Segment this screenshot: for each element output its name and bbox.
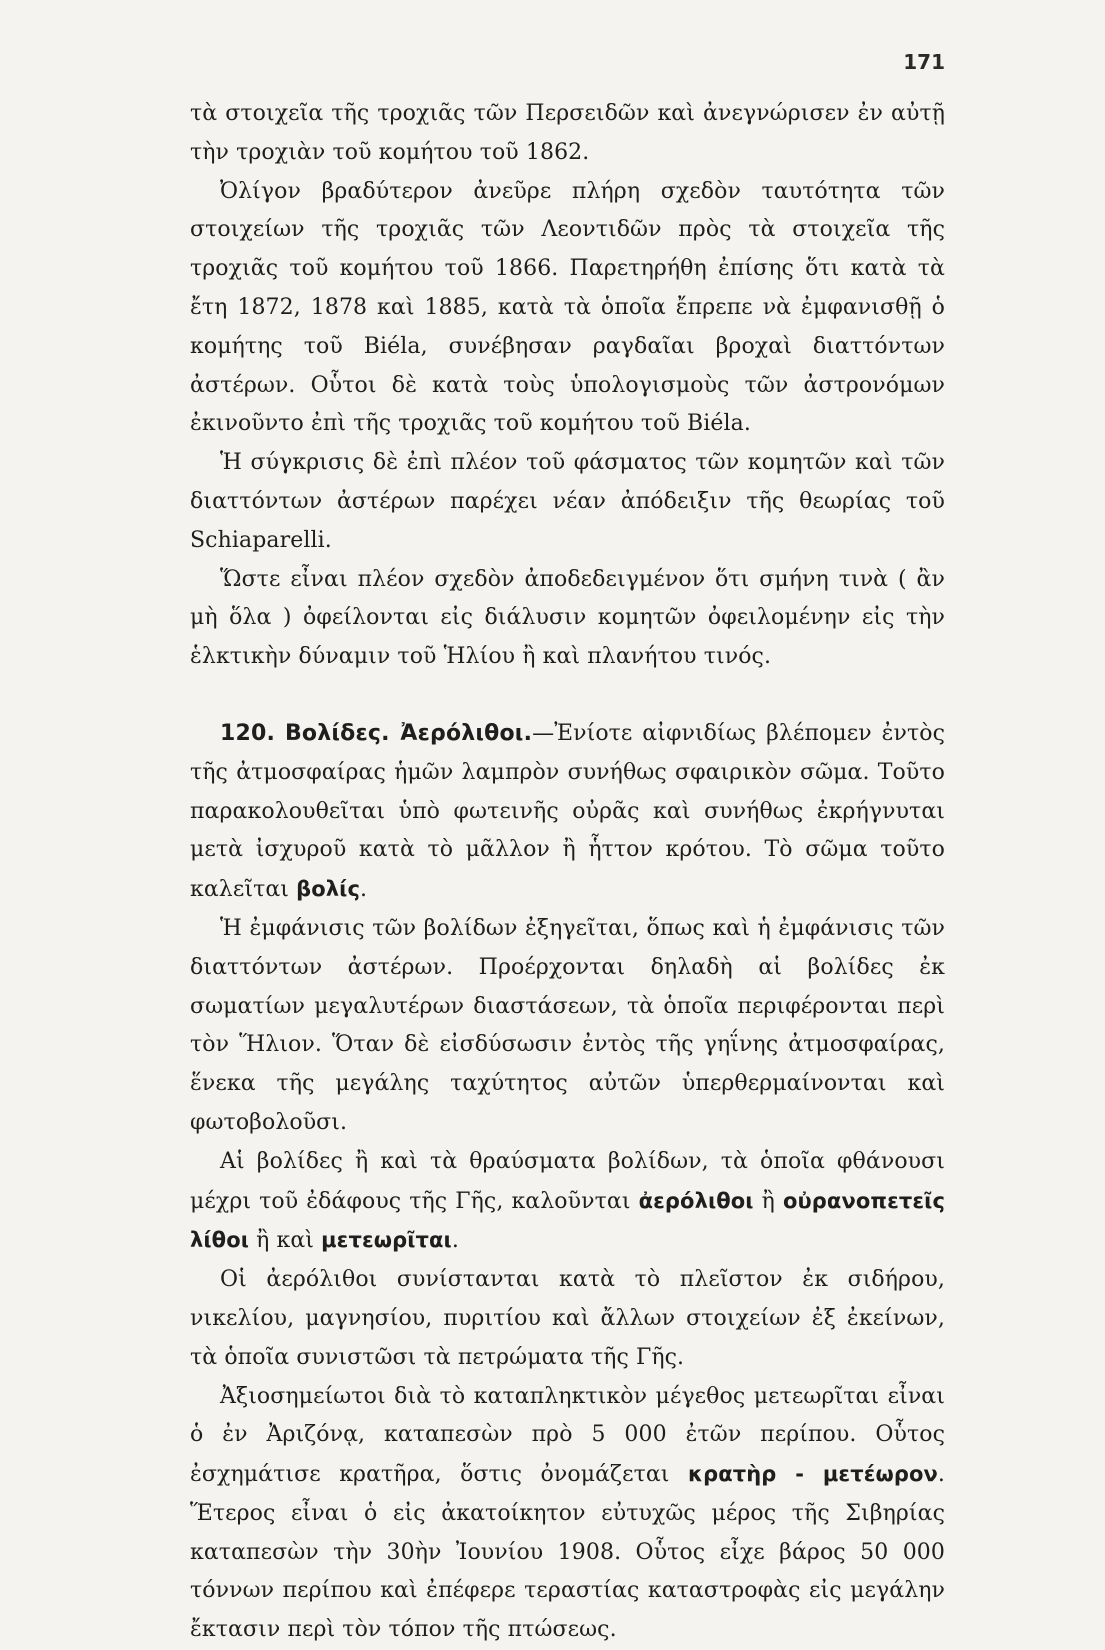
paragraph-bolides-explanation: Ἡ ἐμφάνισις τῶν βολίδων ἐξηγεῖται, ὅπως καὶ ἡ ἐμφάνισις τῶν διαττόντων ἀστέρων. Προέρχονται δηλαδὴ αἱ βολίδες ἐκ σωματίων μεγαλυτέρων διαστάσεων, τὰ ὁποῖα περιφέρονται περὶ τὸν Ἥλιον. Ὅταν δὲ εἰσδύσωσιν ἐντὸς τῆς γηΐνης ἀτμοσφαίρας, ἕνεκα τῆς μεγάλης ταχύτητος αὐτῶν ὑπερθερμαίνονται καὶ φωτοβολοῦσι. <box>190 910 945 1143</box>
aerolites-or-1: ἢ <box>762 1189 775 1214</box>
section-number: 120. <box>220 721 275 746</box>
section-intro-end: . <box>360 877 367 902</box>
page-number: 171 <box>903 50 945 74</box>
notable-text: Ἀξιοσημείωτοι διὰ τὸ καταπληκτικὸν μέγεθος μετεωρῖται εἶναι ὁ ἐν Ἀριζόνᾳ, καταπεσὼν πρὸ 5 000 ἐτῶν περίπου. Οὗτος ἐσχημάτισε κρατῆρα, ὅστις ὀνομάζεται <box>190 1384 945 1488</box>
paragraph-spectrum: Ἡ σύγκρισις δὲ ἐπὶ πλέον τοῦ φάσματος τῶν κομητῶν καὶ τῶν διαττόντων ἀστέρων παρέχει νέαν ἀπόδειξιν τῆς θεωρίας τοῦ Schiaparelli. <box>190 444 945 560</box>
term-bolis: βολίς <box>296 877 360 901</box>
section-spacer <box>190 677 945 715</box>
term-meteoritai: μετεωρῖται <box>321 1228 452 1252</box>
paragraph-conclusion: Ὥστε εἶναι πλέον σχεδὸν ἀποδεδειγμένον ὅτι σμήνη τινὰ ( ἂν μὴ ὅλα ) ὀφείλονται εἰς διάλυσιν κομητῶν ὀφειλομένην εἰς τὴν ἑλκτικὴν δύναμιν τοῦ Ἡλίου ἢ καὶ πλανήτου τινός. <box>190 561 945 677</box>
paragraph-notable-meteorites <box>190 1378 945 1650</box>
paragraph-perseids: τὰ στοιχεῖα τῆς τροχιᾶς τῶν Περσειδῶν καὶ ἀνεγνώρισεν ἐν αὐτῇ τὴν τροχιὰν τοῦ κομήτου τοῦ 1862. <box>190 95 945 173</box>
term-aerolithoi: ἀερόλιθοι <box>639 1189 754 1213</box>
aerolites-text: Αἱ βολίδες ἢ καὶ τὰ θραύσματα βολίδων, τὰ ὁποῖα φθάνουσι μέχρι τοῦ ἐδάφους τῆς Γῆς, καλοῦνται <box>190 1149 945 1214</box>
paragraph-leonids: Ὀλίγον βραδύτερον ἀνεῦρε πλήρη σχεδὸν ταυτότητα τῶν στοιχείων τῆς τροχιᾶς τῶν Λεοντιδῶν πρὸς τὰ στοιχεῖα τῆς τροχιᾶς τοῦ κομήτου τοῦ 1866. Παρετηρήθη ἐπίσης ὅτι κατὰ τὰ ἔτη 1872, 1878 καὶ 1885, κατὰ τὰ ὁποῖα ἔπρεπε νὰ ἐμφανισθῇ ὁ κομήτης τοῦ Biéla, συνέβησαν ραγδαῖαι βροχαὶ διαττόντων ἀστέρων. Οὗτοι δὲ κατὰ τοὺς ὑπολογισμοὺς τῶν ἀστρονόμων ἐκινοῦντο ἐπὶ τῆς τροχιᾶς τοῦ κομήτου τοῦ Biéla. <box>190 173 945 445</box>
section-120-intro <box>190 715 945 910</box>
section-dash: — <box>532 721 554 746</box>
section-intro-text: Ἐνίοτε αἰφνιδίως βλέπομεν ἐντὸς τῆς ἀτμοσφαίρας ἡμῶν λαμπρὸν συνήθως σφαιρικὸν σῶμα. Τοῦτο παρακολουθεῖται ὑπὸ φωτεινῆς οὐρᾶς καὶ συνήθως ἐκρήγνυται μετὰ ἰσχυροῦ κατὰ τὸ μᾶλλον ἢ ἧττον κρότου. Τὸ σῶμα τοῦτο καλεῖται <box>190 721 945 902</box>
term-ouranopeteis-lithoi: οὐρανοπετεῖς λίθοι <box>190 1189 945 1253</box>
paragraph-aerolites <box>190 1143 945 1261</box>
aerolites-end: . <box>452 1228 459 1253</box>
term-crater-meteor: κρατὴρ - μετέωρον <box>688 1462 938 1486</box>
aerolites-or-2: ἢ καὶ <box>256 1228 314 1253</box>
section-title: Βολίδες. Ἀερόλιθοι. <box>285 721 532 746</box>
paragraph-composition: Οἱ ἀερόλιθοι συνίστανται κατὰ τὸ πλεῖστον ἐκ σιδήρου, νικελίου, μαγνησίου, πυριτίου καὶ ἄλλων στοιχείων ἐξ ἐκείνων, τὰ ὁποῖα συνιστῶσι τὰ πετρώματα τῆς Γῆς. <box>190 1261 945 1377</box>
page-body <box>190 95 945 1650</box>
notable-end: . Ἕτερος εἶναι ὁ εἰς ἀκατοίκητον εὐτυχῶς μέρος τῆς Σιβηρίας καταπεσὼν τὴν 30ὴν Ἰουνίου 1908. Οὗτος εἶχε βάρος 50 000 τόννων περίπου καὶ ἐπέφερε τεραστίας καταστροφὰς εἰς μεγάλην ἔκτασιν περὶ τὸν τόπον τῆς πτώσεως. <box>190 1462 945 1642</box>
